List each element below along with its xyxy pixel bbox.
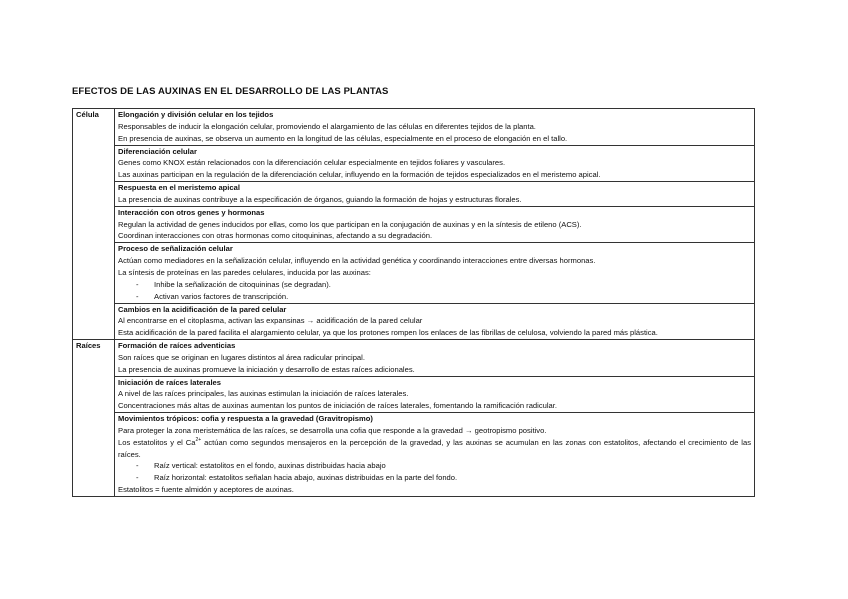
section-text: Coordinan interacciones con otras hormonas como citoquininas, afectando a su degradación. [118, 231, 433, 241]
section-cell [115, 376, 755, 413]
section-heading: Elongación y división celular en los tejidos [118, 110, 274, 119]
table-row [73, 109, 755, 146]
bullet-item: - Raíz horizontal: estatolitos señalan hacia abajo, auxinas distribuidas en la parte del fondo. [118, 472, 751, 484]
section-cell [115, 340, 755, 377]
table-row [73, 303, 755, 340]
section-heading: Proceso de señalización celular [118, 244, 233, 254]
table-row [73, 206, 755, 243]
section-heading: Diferenciación celular [118, 146, 197, 156]
section-text: Regulan la actividad de genes inducidos por ellas, como los que participan en la conjugación de auxinas y en la síntesis de etileno (ACS). [118, 219, 582, 229]
table-row [73, 243, 755, 303]
section-cell [115, 182, 755, 207]
section-text: Para proteger la zona meristemática de las raíces, se desarrolla una cofia que responde a la gravedad → geotropismo positivo. [118, 425, 547, 435]
category-cell-raices: Raíces [73, 340, 115, 497]
section-text: En presencia de auxinas, se observa un aumento en la longitud de las células, especialmente en el proceso de elongación en el tallo. [118, 133, 568, 143]
bullet-item: - Inhibe la señalización de citoquininas (se degradan). [118, 279, 751, 291]
category-cell-celula: Célula [73, 109, 115, 340]
section-cell [115, 145, 755, 182]
section-text: La síntesis de proteínas en las paredes celulares, inducida por las auxinas: [118, 267, 371, 277]
section-cell [115, 243, 755, 303]
section-cell [115, 413, 755, 497]
superscript: 2+ [195, 436, 202, 443]
section-text: Las auxinas participan en la regulación de la diferenciación celular, influyendo en la formación de tejidos especializados en el meristemo apical. [118, 170, 601, 180]
text-fragment: Los estatolitos y el Ca [118, 437, 196, 447]
section-text [118, 437, 751, 461]
section-heading: Formación de raíces adventicias [118, 341, 236, 351]
section-heading: Iniciación de raíces laterales [118, 377, 221, 387]
section-text: Son raíces que se originan en lugares distintos al área radicular principal. [118, 352, 365, 362]
table-row [73, 145, 755, 182]
section-text: Concentraciones más altas de auxinas aumentan los puntos de iniciación de raíces laterales, fomentando la ramificación radicular. [118, 401, 557, 411]
section-text: Responsables de inducir la elongación celular, promoviendo el alargamiento de las células en diferentes tejidos de la planta. [118, 121, 536, 131]
section-heading: Respuesta en el meristemo apical [118, 183, 240, 193]
table-row [73, 182, 755, 207]
section-heading: Cambios en la acidificación de la pared celular [118, 304, 287, 314]
section-text: La presencia de auxinas contribuye a la especificación de órganos, guiando la formación de hojas y estructuras florales. [118, 194, 522, 204]
bullet-item: - Raíz vertical: estatolitos en el fondo, auxinas distribuidas hacia abajo [118, 460, 751, 472]
section-heading: Interacción con otros genes y hormonas [118, 207, 265, 217]
document-title: EFECTOS DE LAS AUXINAS EN EL DESARROLLO DE LAS PLANTAS [72, 86, 389, 97]
table-row [73, 413, 755, 497]
section-heading: Movimientos trópicos: cofia y respuesta a la gravedad (Gravitropismo) [118, 414, 373, 424]
section-text: Estatolitos = fuente almidón y aceptores de auxinas. [118, 485, 294, 495]
text-fragment: actúan como segundos mensajeros en la percepción de la gravedad, y las auxinas se acumulan en las zonas con estatolitos, afectando el crecimiento de las raíces. [118, 437, 751, 459]
section-cell [115, 109, 755, 146]
section-text: Actúan como mediadores en la señalización celular, influyendo en la actividad genética y coordinando interacciones entre diversas hormonas. [118, 256, 596, 266]
section-text: Al encontrarse en el citoplasma, activan las expansinas → acidificación de la pared celular [118, 316, 423, 326]
section-text: A nivel de las raíces principales, las auxinas estimulan la iniciación de raíces laterales. [118, 389, 409, 399]
bullet-item: - Activan varios factores de transcripción. [118, 291, 751, 303]
section-cell [115, 206, 755, 243]
table-row [73, 376, 755, 413]
table-row [73, 340, 755, 377]
section-text: Genes como KNOX están relacionados con la diferenciación celular especialmente en tejidos foliares y vasculares. [118, 158, 506, 168]
section-text: Esta acidificación de la pared facilita el alargamiento celular, ya que los protones rompen los enlaces de las fibrillas de celulosa, volviendo la pared más plástica. [118, 328, 658, 338]
section-cell [115, 303, 755, 340]
section-text: La presencia de auxinas promueve la iniciación y desarrollo de estas raíces adicionales. [118, 364, 415, 374]
auxin-effects-table [72, 108, 755, 497]
